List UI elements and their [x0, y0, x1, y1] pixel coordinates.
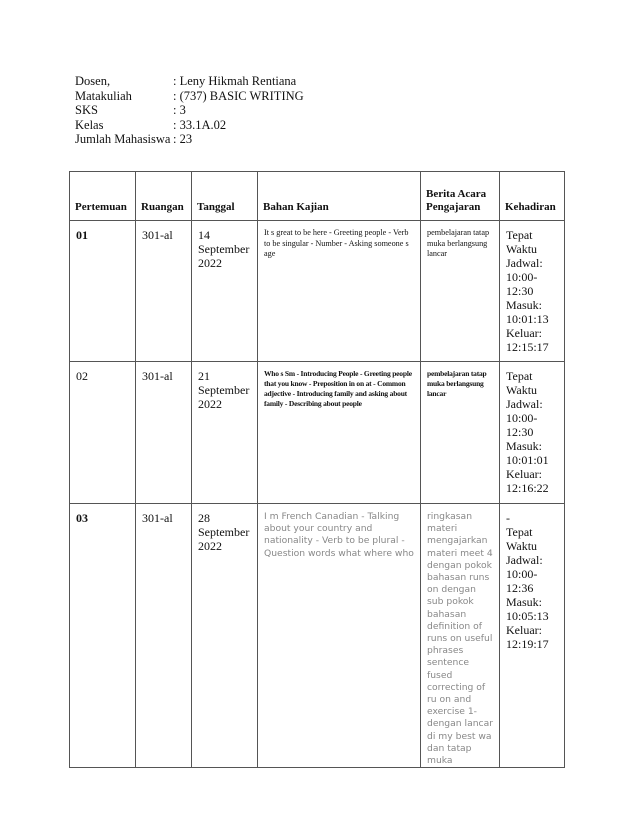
cell-bahan-kajian: Who s Sm - Introducing People - Greeting people that you know - Preposition in on at - Common adjective - Introducing family and asking about family - Describing about people: [258, 362, 421, 504]
matakuliah-value: : (737) BASIC WRITING: [173, 88, 304, 103]
kelas-value: : 33.1A.02: [173, 117, 227, 132]
cell-berita-acara: ringkasan materi mengajarkan materi meet 4 dengan pokok bahasan runs on dengan sub pokok bahasan definition of runs on useful phrases sentence fused correcting of ru on and exercise 1-dengan lancar di my best wa dan tatap muka: [421, 504, 500, 768]
kehadiran-status: Tepat Waktu: [506, 369, 538, 397]
cell-kehadiran: [500, 362, 565, 504]
cell-tanggal: 28 September 2022: [192, 504, 258, 768]
matakuliah-label: Matakuliah: [75, 88, 132, 103]
table-row: [70, 362, 565, 504]
kehadiran-masuk: Masuk: 10:01:13: [506, 298, 549, 326]
table-row: [70, 504, 565, 768]
cell-pertemuan: 02: [70, 362, 136, 504]
info-row-dosen: [75, 74, 304, 89]
table-header-row: [70, 172, 565, 221]
kehadiran-masuk: Masuk: 10:01:01: [506, 439, 549, 467]
header-bahan-kajian: Bahan Kajian: [258, 172, 421, 221]
jumlah-value: : 23: [173, 132, 193, 147]
header-tanggal: Tanggal: [192, 172, 258, 221]
kehadiran-jadwal: Jadwal: 10:00-12:30: [506, 256, 543, 298]
cell-kehadiran: [500, 504, 565, 768]
kehadiran-jadwal: Jadwal: 10:00-12:30: [506, 397, 543, 439]
cell-ruangan: 301-al: [136, 362, 192, 504]
jumlah-label: Jumlah Mahasiswa: [75, 132, 171, 147]
info-row-jumlah: [75, 132, 304, 147]
dosen-value: : Leny Hikmah Rentiana: [173, 74, 297, 88]
header-berita-acara: [421, 172, 500, 221]
kehadiran-masuk: Masuk: 10:05:13: [506, 595, 549, 623]
kehadiran-status: Tepat Waktu: [506, 228, 538, 256]
header-ruangan: Ruangan: [136, 172, 192, 221]
info-row-matakuliah: [75, 89, 304, 104]
kelas-label: Kelas: [75, 117, 104, 132]
cell-bahan-kajian: It s great to be here - Greeting people - Verb to be singular - Number - Asking someone s age: [258, 221, 421, 362]
cell-berita-acara: pembelajaran tatap muka berlangsung lancar: [421, 221, 500, 362]
dosen-label: Dosen,: [75, 74, 111, 88]
sks-label: SKS: [75, 103, 98, 118]
cell-tanggal: 21 September 2022: [192, 362, 258, 504]
attendance-table: [69, 171, 565, 768]
cell-bahan-kajian: I m French Canadian - Talking about your country and nationality - Verb to be plural - Question words what where who: [258, 504, 421, 768]
header-pertemuan: Pertemuan: [70, 172, 136, 221]
header-kehadiran: Kehadiran: [500, 172, 565, 221]
kehadiran-keluar: Keluar: 12:15:17: [506, 326, 549, 354]
cell-pertemuan: 01: [70, 221, 136, 362]
header-berita-line2: Pengajaran: [426, 201, 481, 213]
cell-ruangan: 301-al: [136, 221, 192, 362]
cell-ruangan: 301-al: [136, 504, 192, 768]
header-berita-line1: Berita Acara: [426, 188, 487, 200]
kehadiran-keluar: Keluar: 12:16:22: [506, 467, 549, 495]
cell-tanggal: 14 September 2022: [192, 221, 258, 362]
kehadiran-status: Tepat Waktu: [506, 525, 538, 553]
sks-value: : 3: [173, 103, 186, 118]
cell-kehadiran: [500, 221, 565, 362]
info-row-sks: [75, 103, 304, 118]
kehadiran-keluar: Keluar: 12:19:17: [506, 623, 549, 651]
cell-pertemuan: 03: [70, 504, 136, 768]
table-row: [70, 221, 565, 362]
cell-berita-acara: pembelajaran tatap muka berlangsung lancar: [421, 362, 500, 504]
kehadiran-dash: -: [506, 511, 510, 525]
course-info: [75, 74, 304, 147]
info-row-kelas: [75, 118, 304, 133]
kehadiran-jadwal: Jadwal: 10:00-12:36: [506, 553, 543, 595]
